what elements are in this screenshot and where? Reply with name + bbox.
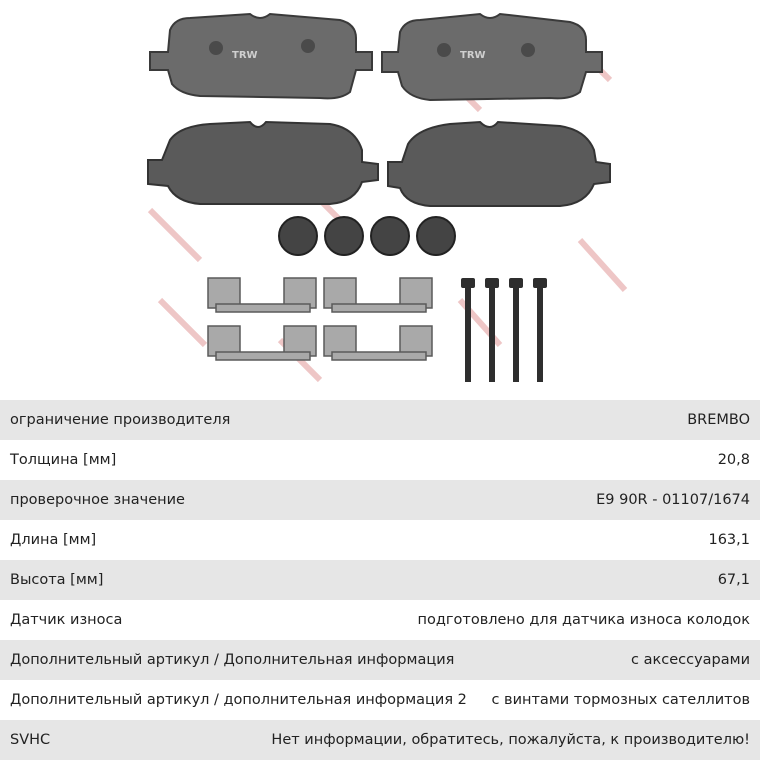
spec-label: Толщина [мм] bbox=[10, 452, 117, 468]
bolts bbox=[461, 278, 547, 382]
brake-pad-top-right bbox=[382, 14, 602, 100]
spec-row-wear-sensor bbox=[0, 600, 760, 640]
spec-row-additional-info-2 bbox=[0, 680, 760, 720]
spec-value: с винтами тормозных сателлитов bbox=[491, 692, 750, 708]
spec-value: Нет информации, обратитесь, пожалуйста, к производителю! bbox=[271, 732, 750, 748]
spec-value: 20,8 bbox=[717, 452, 750, 468]
spec-row-test-mark bbox=[0, 480, 760, 520]
spec-table bbox=[0, 400, 760, 760]
spec-label: Высота [мм] bbox=[10, 572, 104, 588]
spec-label: Длина [мм] bbox=[10, 532, 97, 548]
spec-value: с аксессуарами bbox=[631, 652, 750, 668]
spec-row-thickness bbox=[0, 440, 760, 480]
brake-pad-top-left bbox=[150, 14, 372, 98]
spec-value: BREMBO bbox=[687, 412, 750, 428]
dampers bbox=[279, 217, 455, 255]
spec-label: Дополнительный артикул / Дополнительная информация bbox=[10, 652, 455, 668]
spec-label: Датчик износа bbox=[10, 612, 123, 628]
spec-label: ограничение производителя bbox=[10, 412, 231, 428]
spec-value: 67,1 bbox=[717, 572, 750, 588]
brake-pad-friction-left bbox=[148, 122, 378, 204]
spec-row-manufacturer-restriction bbox=[0, 400, 760, 440]
svg-text:TRW: TRW bbox=[460, 50, 486, 61]
spec-row-height bbox=[0, 560, 760, 600]
svg-text:TRW: TRW bbox=[232, 50, 258, 61]
spec-value: подготовлено для датчика износа колодок bbox=[417, 612, 750, 628]
spec-row-additional-info bbox=[0, 640, 760, 680]
brake-pad-friction-right bbox=[388, 122, 610, 206]
spec-label: проверочное значение bbox=[10, 492, 185, 508]
spec-value: E9 90R - 01107/1674 bbox=[596, 492, 750, 508]
spec-row-length bbox=[0, 520, 760, 560]
spec-label: SVHC bbox=[10, 732, 51, 748]
spec-label: Дополнительный артикул / дополнительная информация 2 bbox=[10, 692, 467, 708]
spec-value: 163,1 bbox=[708, 532, 750, 548]
clips bbox=[208, 278, 432, 360]
spec-row-svhc bbox=[0, 720, 760, 760]
